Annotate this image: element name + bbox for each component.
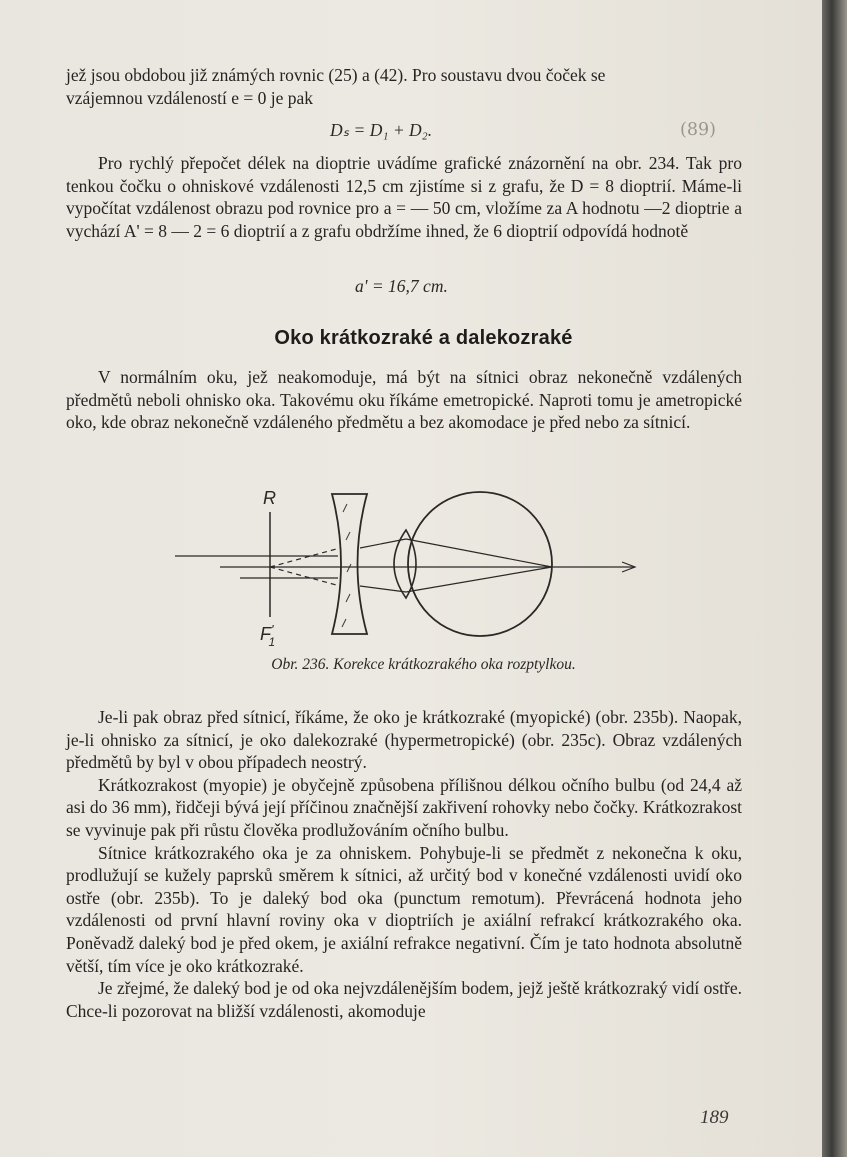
main-text-block	[66, 706, 742, 1022]
label-f	[260, 622, 275, 649]
paragraph-emmetropia: V normálním oku, jež neakomoduje, má být na sítnici obraz nekonečně vzdálených předmětů neboli ohnisko oka. Takovému oku říkáme emetropické. Naproti tomu je ametropické oko, kde obraz nekonečně vzdáleného předmětu a bez akomodace je před nebo za sítnicí.	[66, 367, 742, 433]
section-intro-block	[66, 366, 742, 434]
equation-number: (89)	[680, 120, 716, 140]
paragraph-myopia-cause: Krátkozrakost (myopie) je obyčejně způsobena přílišnou délkou očního bulbu (od 24,4 až asi do 36 mm), řidčeji bývá její příčinou značnější zakřivení rohovky nebo čočky. Krátkozrakost se vyvinuje pak při růstu člověka prodlužováním očního bulbu.	[66, 774, 742, 840]
equation: Dₛ = D₁ + D₂.	[330, 120, 433, 140]
lens-hatch	[347, 564, 351, 572]
figure-caption: Obr. 236. Korekce krátkozrakého oka rozptylkou.	[271, 656, 576, 673]
paragraph-far-point: Sítnice krátkozrakého oka je za ohniskem. Pohybuje-li se předmět z nekonečna k oku, prodlužují se kužely paprsků směrem k sítnici, až určitý bod v konečné vzdálenosti uvidí oko ostře (obr. 235b). To je daleký bod oka (punctum remotum). Převrácená hodnota jeho vzdálenosti od první hlavní roviny oka v dioptriích je axiální refrakcí krátkozrakého oka. Poněvadž daleký bod je před okem, je axiální refrakce negativní. Čím je tato hodnota absolutně větší, tím více je oko krátkozraké.	[66, 842, 742, 976]
lens-hatch	[342, 619, 346, 627]
intro-paragraph-block	[66, 152, 742, 242]
paragraph-accommodation: Je zřejmé, že daleký bod je od oka nejvzdálenějším bodem, jejž ještě krátkozraký vidí ostře. Chce-li pozorovat na bližší vzdálenosti, akomoduje	[66, 978, 742, 1021]
lens-hatch	[346, 532, 350, 540]
virtual-ray-lower	[270, 567, 340, 586]
result-equation: a' = 16,7 cm.	[355, 276, 448, 296]
label-f-letter: F	[260, 624, 271, 644]
lens-hatch	[343, 504, 347, 512]
label-f-subscript: 1	[268, 635, 276, 649]
top-line-1: jež jsou obdobou již známých rovnic (25) a (42). Pro soustavu dvou čoček se	[66, 65, 606, 85]
focused-ray-upper	[406, 539, 552, 567]
section-heading: Oko krátkozraké a dalekozraké	[274, 327, 573, 349]
paragraph-dioptre-conversion: Pro rychlý přepočet délek na dioptrie uvádíme grafické znázornění na obr. 234. Tak pro tenkou čočku o ohniskové vzdálenosti 12,5 cm zjistíme si z grafu, že D = 8 dioptrií. Máme-li vypočítat vzdálenost obrazu pod rovnice pro a = — 50 cm, vložíme za A hodnotu —2 dioptrie a vychází A' = 8 — 2 = 6 dioptrií a z grafu obdržíme ihned, že 6 dioptrií odpovídá hodnotě	[66, 153, 742, 241]
label-f-prime: '	[271, 622, 274, 637]
paragraph-myopia-hyperopia: Je-li pak obraz před sítnicí, říkáme, že oko je krátkozraké (myopické) (obr. 235b). Naopak, je-li ohnisko za sítnicí, je oko dalekozraké (hypermetropické) (obr. 235c). Obraz vzdálených předmětů by byl v obou případech neostrý.	[66, 707, 742, 773]
top-text-block	[66, 64, 742, 109]
lens-eye-figure	[160, 484, 650, 654]
virtual-ray-upper	[270, 548, 340, 567]
focused-ray-lower	[406, 567, 552, 592]
page-number: 189	[700, 1107, 729, 1128]
lens-hatch	[346, 594, 350, 602]
diverging-lens	[332, 494, 367, 634]
eyeball	[408, 492, 552, 636]
label-r: R	[263, 488, 276, 508]
page-edge-shadow	[822, 0, 847, 1157]
top-line-2: vzájemnou vzdáleností e = 0 je pak	[66, 87, 314, 108]
